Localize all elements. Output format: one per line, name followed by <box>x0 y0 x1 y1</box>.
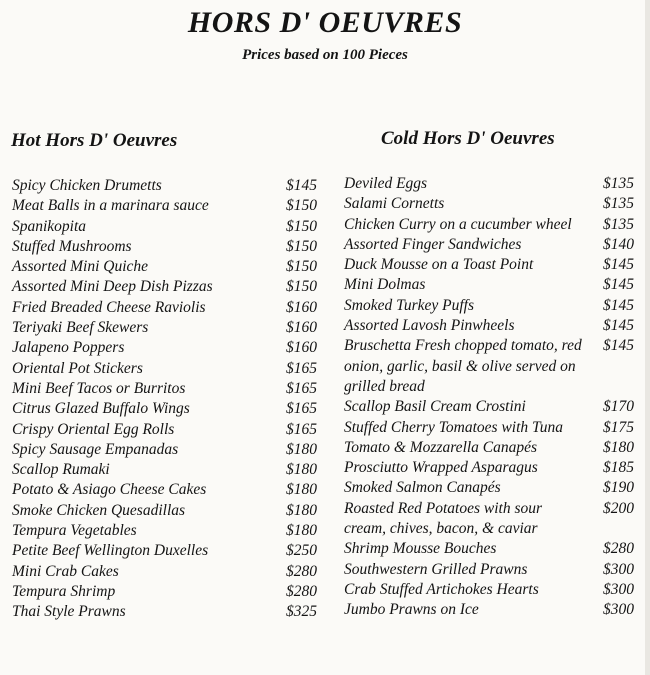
item-price: $145 <box>603 256 634 274</box>
menu-item <box>344 296 634 316</box>
item-price: $145 <box>603 276 634 294</box>
item-name: Prosciutto Wrapped Asparagus <box>344 459 538 477</box>
item-name: Scallop Basil Cream Crostini <box>344 398 526 416</box>
item-name: Stuffed Cherry Tomatoes with Tuna <box>344 418 564 436</box>
item-price: $165 <box>286 379 317 397</box>
menu-item <box>344 215 634 235</box>
item-name: Mini Dolmas <box>344 276 426 294</box>
item-name: Meat Balls in a marinara sauce <box>12 197 209 215</box>
menu-item <box>12 298 317 318</box>
menu-item <box>12 338 317 358</box>
item-price: $165 <box>286 359 317 377</box>
item-name: Fried Breaded Cheese Raviolis <box>12 298 206 316</box>
item-price: $180 <box>603 438 634 456</box>
menu-item <box>12 501 317 521</box>
item-name: Duck Mousse on a Toast Point <box>344 256 534 274</box>
item-name: Assorted Finger Sandwiches <box>344 235 522 253</box>
menu-item <box>12 602 317 622</box>
menu-item <box>12 521 317 541</box>
item-name: Smoked Salmon Canapés <box>344 479 501 497</box>
menu-item <box>344 397 634 417</box>
item-name: Thai Style Prawns <box>12 603 126 621</box>
menu-item <box>12 379 317 399</box>
item-name: Shrimp Mousse Bouches <box>344 540 497 558</box>
item-name: Mini Crab Cakes <box>12 562 119 580</box>
item-price: $180 <box>286 461 317 479</box>
cold-section-heading: Cold Hors D' Oeuvres <box>381 128 555 149</box>
menu-item <box>344 499 634 540</box>
menu-item <box>344 194 634 214</box>
item-price: $150 <box>286 197 317 215</box>
menu-item <box>344 600 634 620</box>
menu-item <box>344 275 634 295</box>
item-price: $150 <box>286 237 317 255</box>
menu-item <box>344 539 634 559</box>
item-name: Stuffed Mushrooms <box>12 237 132 255</box>
item-name: Smoked Turkey Puffs <box>344 296 475 314</box>
menu-item <box>344 418 634 438</box>
item-name: Assorted Lavosh Pinwheels <box>344 317 515 335</box>
menu-item <box>12 440 317 460</box>
item-price: $325 <box>286 603 317 621</box>
item-name: Assorted Mini Quiche <box>12 258 149 276</box>
page-edge <box>645 0 650 675</box>
item-name: Spanikopita <box>12 217 87 235</box>
item-name: Tomato & Mozzarella Canapés <box>344 438 538 456</box>
item-price: $150 <box>286 217 317 235</box>
item-price: $145 <box>286 177 317 194</box>
menu-item <box>12 318 317 338</box>
item-price: $175 <box>603 418 634 436</box>
menu-item <box>12 460 317 480</box>
item-name: Deviled Eggs <box>344 175 428 192</box>
item-price: $200 <box>603 499 634 517</box>
hot-section-heading: Hot Hors D' Oeuvres <box>11 130 178 151</box>
menu-item <box>12 237 317 257</box>
menu-item <box>12 217 317 237</box>
item-name: Jumbo Prawns on Ice <box>344 601 479 619</box>
item-price: $250 <box>286 542 317 560</box>
item-name: Oriental Pot Stickers <box>12 359 143 377</box>
item-name: Jalapeno Poppers <box>12 339 125 357</box>
item-price: $165 <box>286 400 317 418</box>
item-name: Bruschetta Fresh chopped tomato, red onion, garlic, basil & olive served on grilled bread <box>344 337 582 395</box>
item-name: Crab Stuffed Artichokes Hearts <box>344 580 539 598</box>
menu-item <box>344 336 634 397</box>
menu-item <box>12 480 317 500</box>
item-name: Southwestern Grilled Prawns <box>344 560 528 578</box>
item-price: $160 <box>286 319 317 337</box>
item-price: $185 <box>603 459 634 477</box>
menu-item <box>12 176 317 196</box>
menu-item <box>344 458 634 478</box>
menu-item <box>344 235 634 255</box>
item-price: $280 <box>286 582 317 600</box>
item-price: $150 <box>286 258 317 276</box>
item-name: Spicy Chicken Drumetts <box>12 177 162 194</box>
item-name: Tempura Vegetables <box>12 522 137 540</box>
menu-item <box>12 420 317 440</box>
item-name: Teriyaki Beef Skewers <box>12 319 149 337</box>
item-name: Chicken Curry on a cucumber wheel <box>344 215 572 233</box>
item-name: Tempura Shrimp <box>12 582 116 600</box>
item-price: $165 <box>286 420 317 438</box>
item-price: $300 <box>603 580 634 598</box>
item-name: Scallop Rumaki <box>12 461 110 479</box>
menu-item <box>344 255 634 275</box>
menu-item <box>344 478 634 498</box>
item-price: $145 <box>603 337 634 355</box>
item-name: Petite Beef Wellington Duxelles <box>12 542 209 560</box>
item-price: $145 <box>603 296 634 314</box>
item-name: Salami Cornetts <box>344 195 445 213</box>
menu-item <box>344 560 634 580</box>
item-price: $135 <box>603 215 634 233</box>
menu-item <box>12 399 317 419</box>
item-price: $150 <box>286 278 317 296</box>
item-price: $280 <box>603 540 634 558</box>
menu-item <box>344 316 634 336</box>
item-name: Potato & Asiago Cheese Cakes <box>12 481 207 499</box>
item-price: $280 <box>286 562 317 580</box>
item-price: $300 <box>603 560 634 578</box>
item-price: $140 <box>603 235 634 253</box>
item-price: $135 <box>603 195 634 213</box>
item-price: $300 <box>603 601 634 619</box>
item-name: Mini Beef Tacos or Burritos <box>12 379 186 397</box>
item-price: $190 <box>603 479 634 497</box>
item-price: $135 <box>603 175 634 192</box>
menu-item <box>12 257 317 277</box>
menu-item <box>344 174 634 194</box>
item-price: $170 <box>603 398 634 416</box>
menu-item <box>12 277 317 297</box>
item-price: $180 <box>286 440 317 458</box>
item-price: $145 <box>603 317 634 335</box>
item-name: Assorted Mini Deep Dish Pizzas <box>12 278 213 296</box>
menu-item <box>344 580 634 600</box>
page-title: HORS D' OEUVRES <box>187 6 463 39</box>
cold-items-list <box>344 174 634 621</box>
item-name: Roasted Red Potatoes with sour cream, chives, bacon, & caviar <box>344 499 543 538</box>
item-name: Crispy Oriental Egg Rolls <box>12 420 175 438</box>
menu-item <box>12 359 317 379</box>
menu-item <box>344 438 634 458</box>
menu-item <box>12 196 317 216</box>
page-subtitle: Prices based on 100 Pieces <box>242 47 408 63</box>
item-price: $160 <box>286 298 317 316</box>
menu-item <box>12 582 317 602</box>
item-price: $180 <box>286 522 317 540</box>
item-price: $160 <box>286 339 317 357</box>
item-name: Spicy Sausage Empanadas <box>12 440 179 458</box>
menu-item <box>12 562 317 582</box>
item-name: Citrus Glazed Buffalo Wings <box>12 400 190 418</box>
item-price: $180 <box>286 481 317 499</box>
item-price: $180 <box>286 501 317 519</box>
item-name: Smoke Chicken Quesadillas <box>12 501 186 519</box>
hot-items-list <box>12 176 317 623</box>
menu-item <box>12 541 317 561</box>
